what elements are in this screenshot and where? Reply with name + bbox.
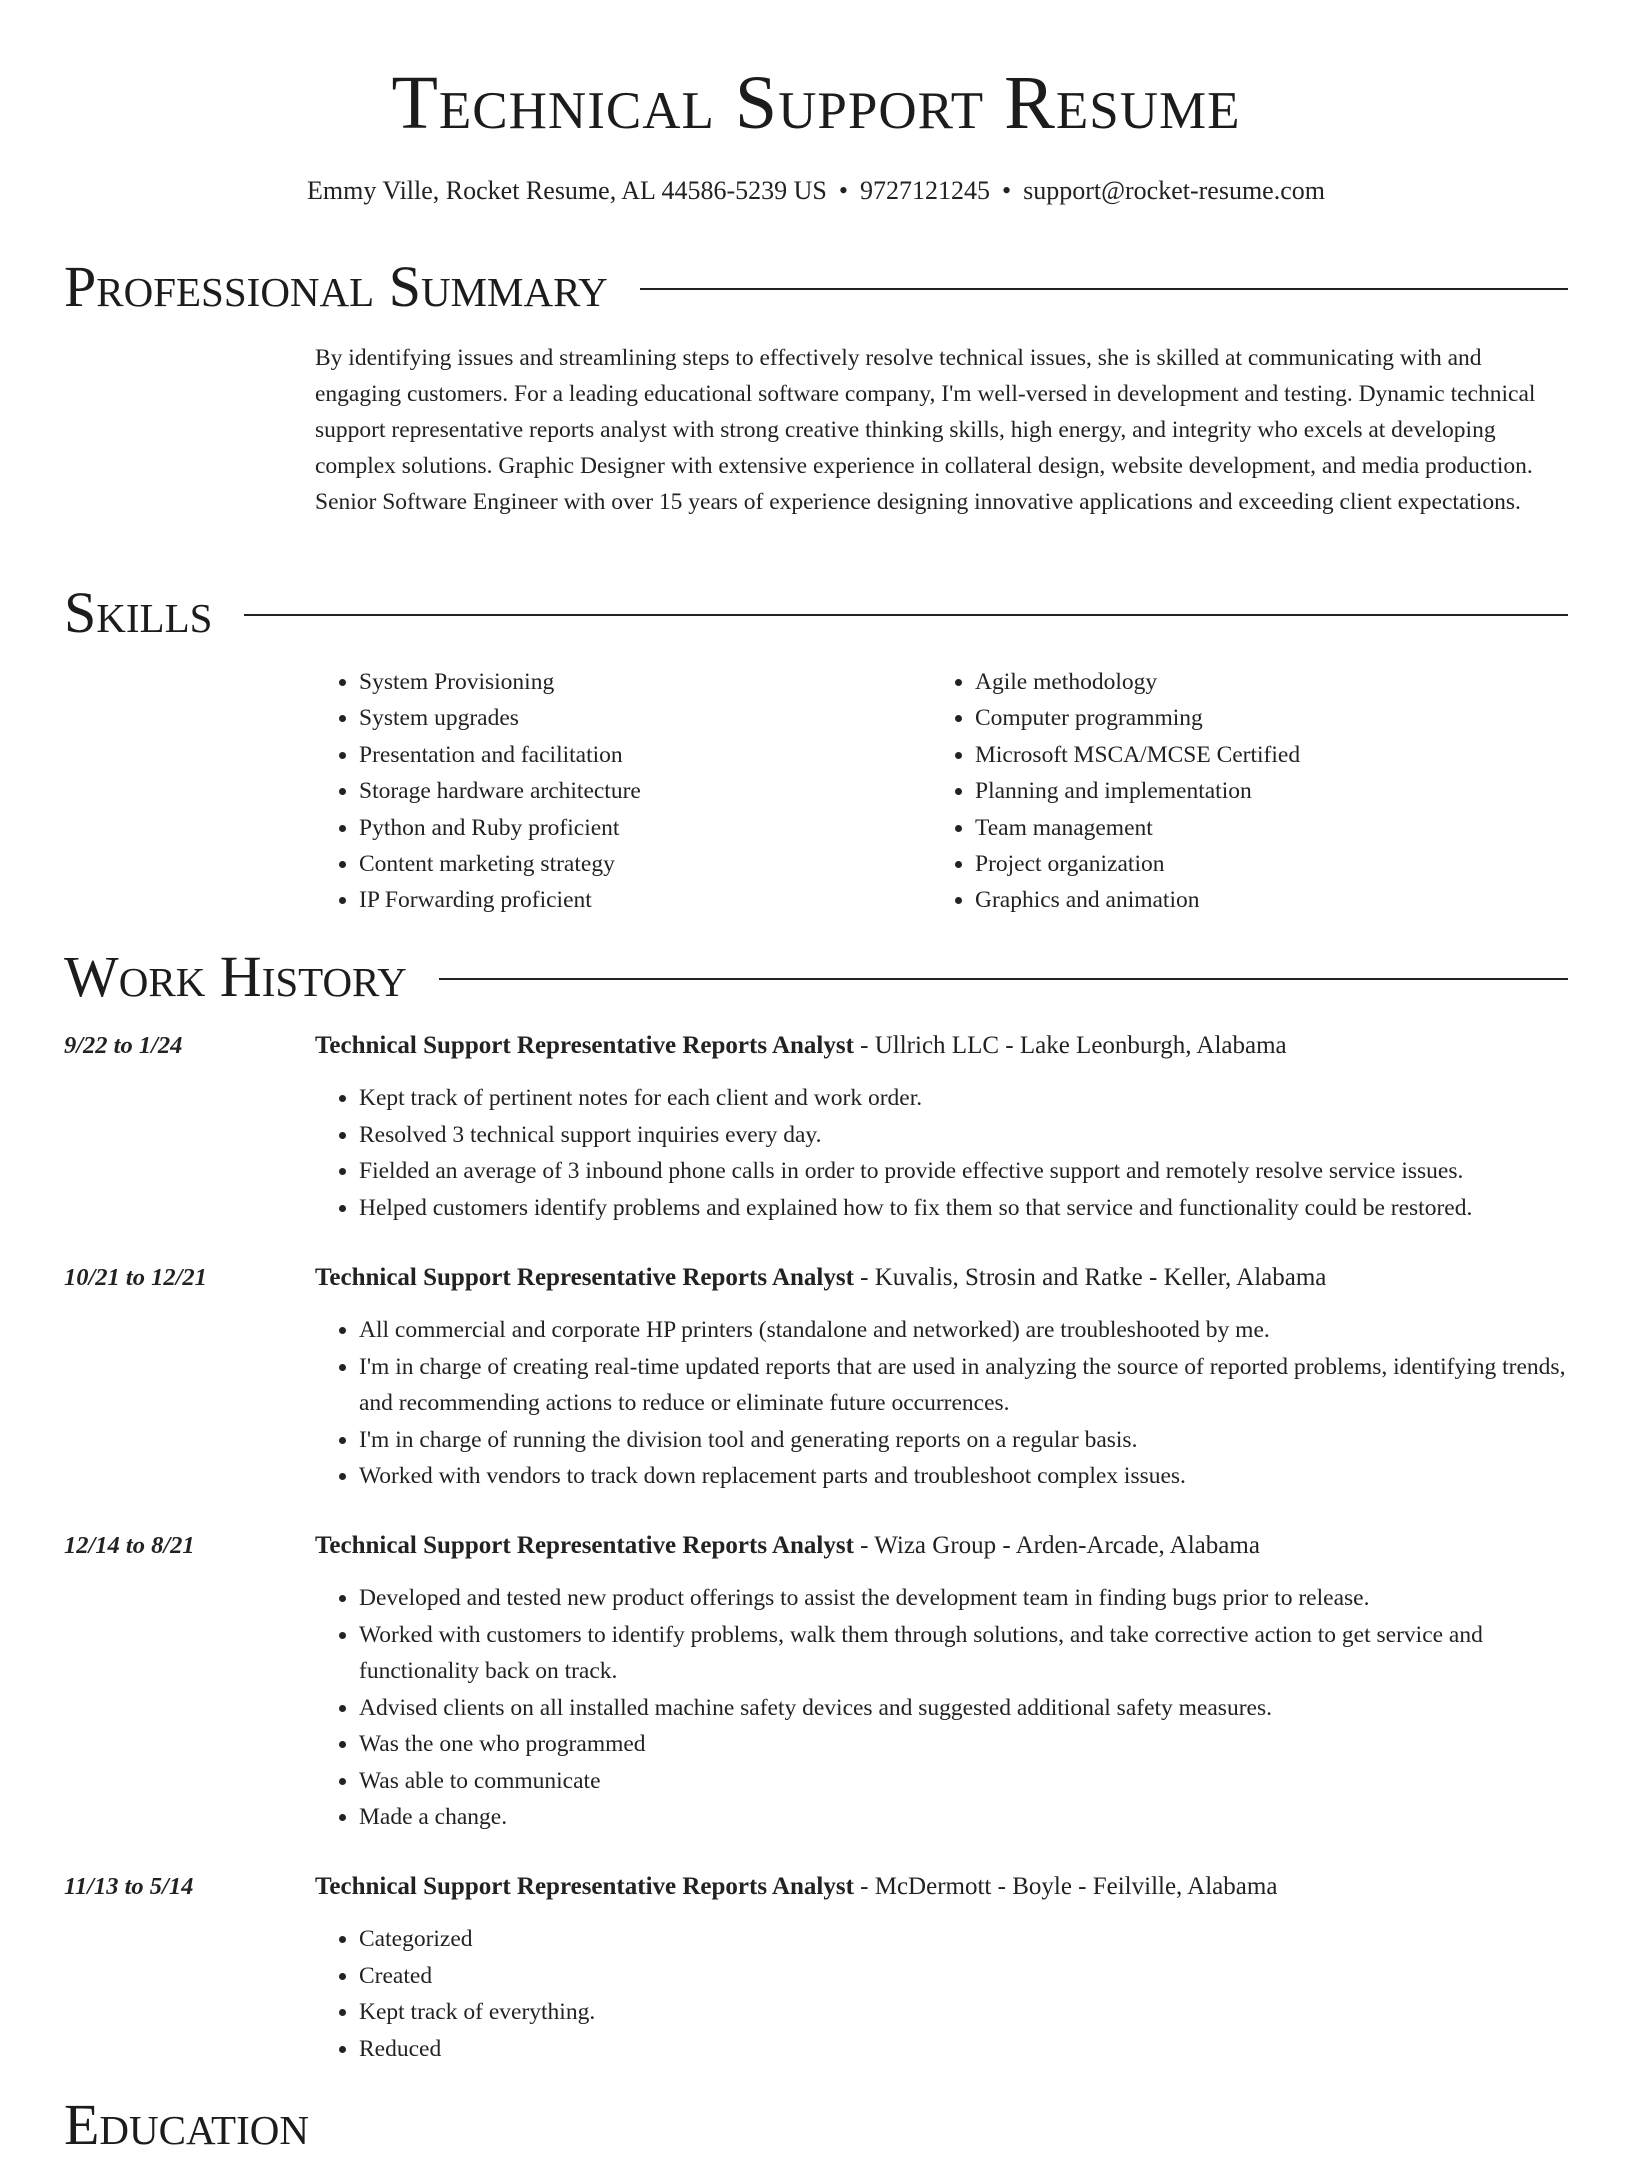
job-bullet: • Reduced [359, 2031, 1570, 2068]
skills-heading-label: Skills [64, 580, 213, 645]
contact-address: Emmy Ville, Rocket Resume, AL 44586-5239 US [307, 176, 827, 205]
summary-section-heading [64, 252, 1568, 322]
skills-column-left [315, 664, 931, 919]
job-bullets [315, 1312, 1570, 1495]
job-bullets [315, 1080, 1570, 1226]
job-role: Technical Support Representative Reports Analyst [315, 1264, 854, 1291]
section-divider [244, 614, 1568, 616]
skills-column-right [931, 664, 1547, 919]
skill-item: • Team management [975, 810, 1547, 846]
skill-item: • Project organization [975, 846, 1547, 882]
skill-item: • Graphics and animation [975, 882, 1547, 918]
skill-item: • Agile methodology [975, 664, 1547, 700]
section-divider [640, 288, 1568, 290]
job-bullet: • I'm in charge of running the division tool and generating reports on a regular basis. [359, 1422, 1570, 1459]
job-bullets [315, 1921, 1570, 2067]
job-role: Technical Support Representative Reports Analyst [315, 1032, 854, 1059]
job-heading [315, 1260, 1570, 1296]
skill-item: • Content marketing strategy [359, 846, 931, 882]
skill-item: • Python and Ruby proficient [359, 810, 931, 846]
job-role: Technical Support Representative Reports Analyst [315, 1873, 854, 1900]
job-bullet: • All commercial and corporate HP printers (standalone and networked) are troubleshooted by me. [359, 1312, 1570, 1349]
job-bullet: • I'm in charge of creating real-time updated reports that are used in analyzing the source of reported problems, identifying trends, and recommending actions to reduce or eliminate future occurrences. [359, 1349, 1570, 1422]
education-section-heading: Education [64, 2092, 309, 2157]
skills-list [315, 664, 1570, 919]
job-dates: 12/14 to 8/21 [64, 1532, 195, 1559]
summary-heading-label: Professional Summary [64, 254, 608, 319]
contact-line [0, 174, 1632, 208]
job-company: - Wiza Group - Arden-Arcade, Alabama [853, 1532, 1260, 1559]
job-dates: 10/21 to 12/21 [64, 1264, 207, 1291]
job-heading [315, 1028, 1570, 1064]
job-heading [315, 1869, 1570, 1905]
job-dates: 9/22 to 1/24 [64, 1032, 183, 1059]
skills-section-heading [64, 578, 1568, 648]
contact-separator: • [1001, 176, 1012, 205]
skill-item: • System Provisioning [359, 664, 931, 700]
skill-item: • System upgrades [359, 700, 931, 736]
job-bullet: • Worked with vendors to track down replacement parts and troubleshoot complex issues. [359, 1458, 1570, 1495]
skill-item: • IP Forwarding proficient [359, 882, 931, 918]
contact-phone: 9727121245 [859, 176, 990, 205]
skill-item: • Computer programming [975, 700, 1547, 736]
job-bullet: • Was able to communicate [359, 1763, 1570, 1800]
job-bullets [315, 1580, 1570, 1836]
skill-item: • Microsoft MSCA/MCSE Certified [975, 737, 1547, 773]
job-bullet: • Kept track of everything. [359, 1994, 1570, 2031]
job-bullet: • Made a change. [359, 1799, 1570, 1836]
skill-item: • Planning and implementation [975, 773, 1547, 809]
job-company: - McDermott - Boyle - Feilville, Alabama [853, 1873, 1278, 1900]
job-role: Technical Support Representative Reports Analyst [315, 1532, 854, 1559]
work-heading-label: Work History [64, 944, 407, 1009]
section-divider [439, 978, 1568, 980]
page-title: Technical Support Resume [391, 61, 1241, 145]
skill-item: • Presentation and facilitation [359, 737, 931, 773]
work-section-heading [64, 942, 1568, 1012]
summary-text: By identifying issues and streamlining steps to effectively resolve technical issues, she is skilled at communicating with and engaging customers. For a leading educational software company, I'm well-versed in development and testing. Dynamic technical support representative reports analyst with strong creative thinking skills, high energy, and integrity who excels at developing complex solutions. Graphic Designer with extensive experience in collateral design, website development, and media production. Senior Software Engineer with over 15 years of experience designing innovative applications and exceeding client expectations. [315, 345, 1536, 515]
job-heading [315, 1528, 1570, 1564]
job-company: - Ullrich LLC - Lake Leonburgh, Alabama [853, 1032, 1287, 1059]
job-bullet: • Categorized [359, 1921, 1570, 1958]
job-bullet: • Advised clients on all installed machine safety devices and suggested additional safety measures. [359, 1690, 1570, 1727]
job-bullet: • Fielded an average of 3 inbound phone calls in order to provide effective support and remotely resolve service issues. [359, 1153, 1570, 1190]
job-bullet: • Created [359, 1958, 1570, 1995]
contact-separator: • [838, 176, 848, 205]
job-company: - Kuvalis, Strosin and Ratke - Keller, Alabama [853, 1264, 1327, 1291]
job-bullet: • Helped customers identify problems and explained how to fix them so that service and functionality could be restored. [359, 1190, 1570, 1227]
contact-email: support@rocket-resume.com [1023, 176, 1325, 205]
skill-item: • Storage hardware architecture [359, 773, 931, 809]
job-bullet: • Developed and tested new product offerings to assist the development team in finding bugs prior to release. [359, 1580, 1570, 1617]
job-bullet: • Resolved 3 technical support inquiries every day. [359, 1117, 1570, 1154]
job-dates: 11/13 to 5/14 [64, 1873, 194, 1900]
job-bullet: • Was the one who programmed [359, 1726, 1570, 1763]
job-bullet: • Kept track of pertinent notes for each client and work order. [359, 1080, 1570, 1117]
job-bullet: • Worked with customers to identify problems, walk them through solutions, and take corrective action to get service and functionality back on track. [359, 1617, 1570, 1690]
